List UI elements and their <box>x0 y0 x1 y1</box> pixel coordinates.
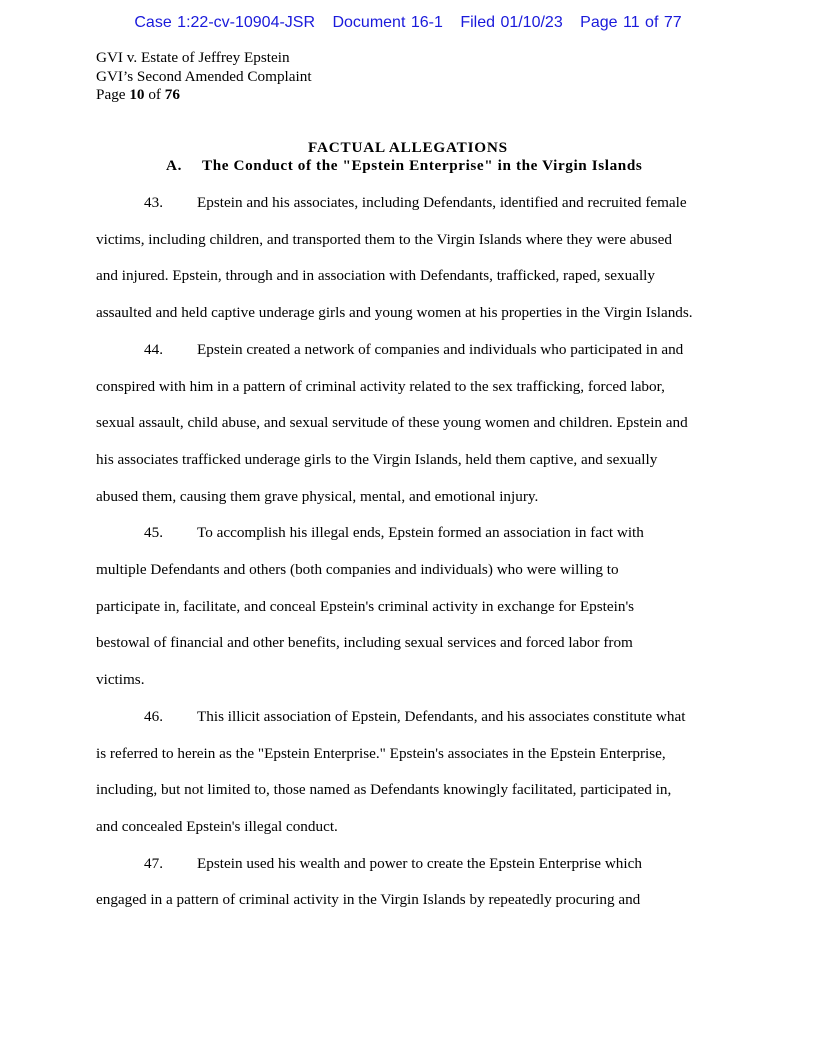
paragraph-line <box>96 222 720 259</box>
paragraph-line <box>96 405 720 442</box>
paragraph-text: multiple Defendants and others (both companies and individuals) who were willing to <box>96 561 619 579</box>
paragraph-text: is referred to herein as the "Epstein Enterprise." Epstein's associates in the Epstein Enterprise, <box>96 744 666 762</box>
paragraph-text: Epstein and his associates, including Defendants, identified and recruited female <box>197 194 687 211</box>
paragraph-text: sexual assault, child abuse, and sexual servitude of these young women and children. Epstein and <box>96 414 688 432</box>
complaint-body <box>96 185 720 919</box>
stamp-page: Page 11 of 77 <box>580 14 682 31</box>
court-filing-stamp <box>0 14 816 32</box>
paragraph-number: 46. <box>144 707 163 725</box>
page-current: 10 <box>129 86 145 103</box>
paragraph-line <box>96 809 720 846</box>
paragraph-text: engaged in a pattern of criminal activity in the Virgin Islands by repeatedly procuring and <box>96 891 641 909</box>
section-heading: FACTUAL ALLEGATIONS <box>308 139 508 156</box>
paragraph-first-line <box>96 185 720 222</box>
paragraph-number: 47. <box>144 854 163 872</box>
paragraph-text: Epstein created a network of companies and individuals who participated in and <box>197 340 684 358</box>
paragraph-line <box>96 736 720 773</box>
subsection-letter: A. <box>166 157 182 174</box>
paragraph-line <box>96 772 720 809</box>
paragraph-number: 45. <box>144 524 163 542</box>
paragraph-number: 43. <box>144 194 163 211</box>
paragraph-line <box>96 552 720 589</box>
case-number: Case 1:22-cv-10904-JSR <box>134 14 316 31</box>
paragraph-line <box>96 479 720 516</box>
caption-case-title: GVI v. Estate of Jeffrey Epstein <box>96 49 290 66</box>
paragraph-text: Epstein used his wealth and power to create the Epstein Enterprise which <box>197 854 642 872</box>
paragraph-first-line <box>96 515 720 552</box>
page-of: of <box>144 86 165 103</box>
document-number: Document 16-1 <box>332 14 443 31</box>
paragraph-line <box>96 589 720 626</box>
subsection-heading <box>166 157 642 175</box>
paragraph-line <box>96 442 720 479</box>
paragraph-text: To accomplish his illegal ends, Epstein formed an association in fact with <box>197 524 644 542</box>
caption-page-number <box>96 86 312 105</box>
paragraph-text: assaulted and held captive underage girls and young women at his properties in the Virgin Islands. <box>96 304 693 322</box>
paragraph-line <box>96 662 720 699</box>
paragraph-text: participate in, facilitate, and conceal Epstein's criminal activity in exchange for Epstein's <box>96 597 635 615</box>
filed-date: Filed 01/10/23 <box>460 14 563 31</box>
subsection-title: The Conduct of the "Epstein Enterprise" in the Virgin Islands <box>202 157 643 174</box>
paragraph-line <box>96 882 720 919</box>
paragraph-text: his associates trafficked underage girls to the Virgin Islands, held them captive, and sexually <box>96 450 658 468</box>
paragraph-text: including, but not limited to, those named as Defendants knowingly facilitated, participated in, <box>96 781 672 799</box>
paragraph-text: victims. <box>96 671 145 689</box>
paragraph-line <box>96 369 720 406</box>
paragraph-first-line <box>96 332 720 369</box>
paragraph-text: and injured. Epstein, through and in association with Defendants, trafficked, raped, sexually <box>96 267 655 285</box>
paragraph-number: 44. <box>144 340 163 358</box>
page-prefix: Page <box>96 86 130 103</box>
paragraph-line <box>96 295 720 332</box>
paragraph-line <box>96 625 720 662</box>
paragraph-line <box>96 258 720 295</box>
paragraph-text: conspired with him in a pattern of criminal activity related to the sex trafficking, forced labor, <box>96 377 665 395</box>
paragraph-text: abused them, causing them grave physical, mental, and emotional injury. <box>96 487 539 505</box>
page-total: 76 <box>164 86 180 103</box>
document-caption <box>96 49 312 105</box>
paragraph-text: This illicit association of Epstein, Defendants, and his associates constitute what <box>197 707 686 725</box>
paragraph-first-line <box>96 846 720 883</box>
paragraph-first-line <box>96 699 720 736</box>
caption-document-title: GVI’s Second Amended Complaint <box>96 67 312 85</box>
paragraph-text: victims, including children, and transported them to the Virgin Islands where they were abused <box>96 230 672 248</box>
paragraph-text: and concealed Epstein's illegal conduct. <box>96 817 338 835</box>
paragraph-text: bestowal of financial and other benefits, including sexual services and forced labor from <box>96 634 633 652</box>
